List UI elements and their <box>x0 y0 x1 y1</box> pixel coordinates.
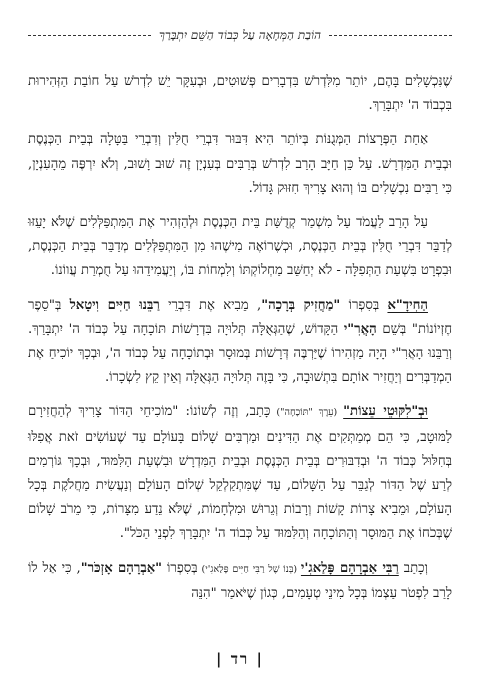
p5-note: (עֵרֶךְ "תּוֹכָחָה") <box>270 407 344 419</box>
chida-name: הַחִידָ"א <box>387 297 428 313</box>
p4-text-1: בְּסִפְרוֹ <box>340 297 388 313</box>
paragraph-1-text: שֶׁנִּכְשָׁלִים בָּהֶם, יוֹתֵר מִלִּדְרֹשׁ בִּדְבָרִים פְּשׁוּטִים, וּבְעִקָּר יֵשׁ לִדְרֹשׁ עַל חוֹבַת הַזְּהִירוּת בִּכְבוֹד ה' יִתְבָּרַךְ. <box>28 74 452 114</box>
p6-text-0: וְכָתַב <box>398 560 428 576</box>
paragraph-1 <box>28 70 452 118</box>
p6-text-2: , כִּי אַל לוֹ לָרַב לִפְטֹר עַצְמוֹ בְּכָל מִינֵי טְעָמִים, כְּגוֹן שֶׁיֹּאמַר "הִנֵּה <box>28 560 452 601</box>
rabbi-avraham-palagi-name: רַבִּי אַבְרָהָם פָּלַאגִ'י <box>300 560 399 576</box>
book-avraham-ezkor: "אַבְרָהָם אָזְכֹּר" <box>80 560 163 576</box>
p4-text-3: בְּ"סֵפֶר חֶזְיוֹנוֹת" בְּשֵׁם <box>28 297 453 337</box>
paragraph-3-text: עַל הָרַב לַעֲמֹד עַל מִשְׁמַר קְדֻשַּׁת בֵּית הַכְּנֶסֶת וּלְהַזְהִיר אֶת הַמִּתְפַּלְּלִים שֶׁלֹּא יָעֵזּוּ לְדַבֵּר דִּבְרֵי חֻלִּין בְּבֵית הַכְּנֶסֶת, וּכְשֶׁרוֹאֶה מִישֶׁהוּ מִן הַמִּתְפַּלְּלִים מְדַבֵּר בְּבֵית הַכְּנֶסֶת, וּבִפְרָט בִּשְׁעַת הַתְּפִלָּה - לֹא יְחַשֵּׁב מַחְלוֹקְתּוֹ וְלִמְחוֹת בּוֹ, וְיַעֲמִידֵהוּ עַל חֻמְרַת עֲווֹנוֹ. <box>28 215 452 279</box>
arizal-name: הָאֲרִ"י <box>343 321 377 337</box>
rabbi-chaim-vital-name: רַבֵּנוּ חַיִּים וִיטָאל <box>69 297 160 313</box>
body-text <box>28 70 452 606</box>
running-header <box>28 26 452 44</box>
header-rule-left <box>28 35 151 36</box>
book-machazik-beracha: "מַחֲזִיק בְּרָכָה" <box>261 297 341 313</box>
paragraph-3 <box>28 211 452 284</box>
header-title: הוֹבַת הַמְּחָאָה עַל כְּבוֹד הַשֵּׁם יִתְבָּרַךְ <box>158 27 322 42</box>
p4-text-4: הַקָּדוֹשׁ, שֶׁהַגְּאֻלָּה תְּלוּיָה בִּדְרָשׁוֹת תּוֹכָחָה עַל כְּבוֹד ה' יִתְבָּרַךְ. וְרַבֵּנוּ הָאֲרִ"י הָיָה מַזְהִירוֹ שֶׁיַּרְבֶּה דְּרָשׁוֹת בְּמוּסָר וּבְתוֹכָחָה עַל כְּבוֹד ה', וּבְכָךְ יוֹכִיחַ אֶת הַמְדַבְּרִים וְיַחֲזִיר אוֹתָם בִּתְשׁוּבָה, כִּי בָּזֶה תְּלוּיָה הַגְּאֻלָּה וְאֵין קֵץ לִשְׂכָרוֹ. <box>28 321 452 386</box>
p4-text-2: , מֵבִיא אֶת דִּבְרֵי <box>159 297 262 313</box>
likutei-etzot-title: וּבְ"לִקּוּטֵי עֵצוֹת" <box>343 404 428 420</box>
p6-note: (בְּנוֹ שֶׁל רַבִּי חַיִּים פָּלַאגִ'י) <box>197 563 301 575</box>
paragraph-6 <box>28 557 452 606</box>
paragraph-4 <box>28 294 452 391</box>
paragraph-2-end: גָּדוֹל. <box>248 180 274 196</box>
p6-text-1: בְּסִפְרוֹ <box>162 560 198 576</box>
page-number: | רד | <box>216 650 264 668</box>
header-rule-right <box>329 35 452 36</box>
paragraph-2-text: אַחַת הַפְּרָצוֹת הַמְּגֻנּוֹת בְּיוֹתֵר הִיא דִּבּוּר דִּבְרֵי חֻלִּין וְדִבְרֵי בַּטָּלָה בְּבֵית הַכְּנֶסֶת וּבְבֵית הַמִּדְרָשׁ. עַל כֵּן חַיָּב הָרַב לִדְרֹשׁ בְּרַבִּים בְּעִנְיָן זֶה שׁוּב וָשׁוּב, וְלֹא יִרְפֶּה מֵהָעִנְיָן, כִּי רַבִּים נִכְשָׁלִים בּוֹ וְהוּא צָרִיךְ חִזּוּק <box>28 132 452 196</box>
p5-text: כָּתַב, וְזֶה לְשׁוֹנוֹ: "מוֹכִיחֵי הַדּוֹר צָרִיךְ לְהַחֲזִירָם לַמּוּטָב, כִּי הֵם מְמַתְּקִים אֶת הַדִּינִים וּמַרְבִּים שָׁלוֹם בָּעוֹלָם עַד שֶׁעוֹשִׂים זֹאת אֲפִלּוּ בְּחִלּוּל כְּבוֹד ה' וּבְדִבּוּרִים בְּבֵית הַכְּנֶסֶת וּבְבֵית הַמִּדְרָשׁ וּבִשְׁעַת הַלִּמּוּד, וּבְכָךְ גּוֹרְמִים לְרַע שֶׁל הַדּוֹר לְגַבֵּר עַל הַשָּׁלוֹם, עַד שֶׁמִּתְקַלְקֵל שְׁלוֹם הָעוֹלָם וְנַעֲשִׂית מַחֲלֹקֶת בְּכָל הָעוֹלָם, וּמֵבִיא צָרוֹת קָשׁוֹת וְרָבוֹת וְגֵרוּשׁ וּמִלְחָמוֹת, שֶׁלֹּא נֵדַע מִצָּרוֹת, כִּי מֵרֹב שָׁלוֹם שֶׁבְּכֹחוֹ אֶת הַמּוּסָר וְהַתּוֹכָחָה וְהַלִּמּוּד עַל כְּבוֹד ה' יִתְבָּרַךְ לִפְנֵי הַכֹּל". <box>28 404 452 542</box>
paragraph-2 <box>28 128 452 201</box>
paragraph-5 <box>28 400 452 546</box>
